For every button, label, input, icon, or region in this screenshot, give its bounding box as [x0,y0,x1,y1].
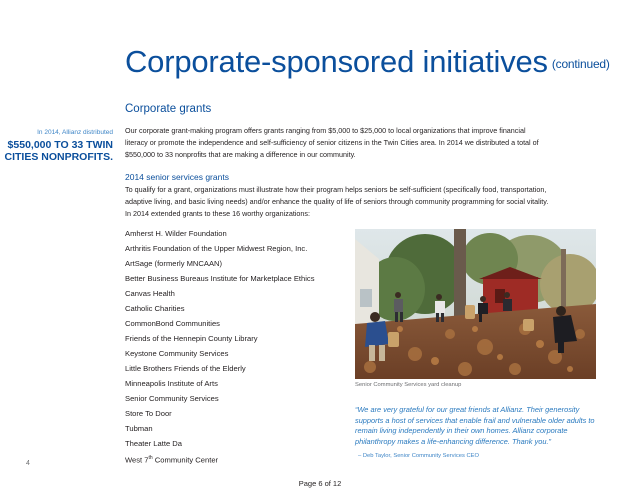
title-continued-label: (continued) [551,57,610,71]
organization-item: Store To Door [125,409,172,418]
page-title-text: Corporate-sponsored initiatives [125,44,548,79]
subsection-paragraph: To qualify for a grant, organizations must illustrate how their program helps seniors be self-sufficient (specifically food, transportation, adaptive living, and basic living needs) and/or enhance the quality of life of seniors through community programming for social vitality. In 2014 extended grants to these 16 worthy organizations: [125,185,549,218]
organization-item: Keystone Community Services [125,349,229,358]
organization-item: Senior Community Services [125,394,219,403]
organization-item: Theater Latte Da [125,439,182,448]
yard-cleanup-photo [355,229,596,379]
organization-list [125,226,315,466]
page-number: 4 [26,460,30,467]
ordinal-suffix: th [148,455,153,461]
sidebar-callout-highlight: $550,000 TO 33 TWIN CITIES NONPROFITS. [4,139,113,163]
organization-item: Catholic Charities [125,304,185,313]
page-title [125,44,610,80]
organization-item: CommonBond Communities [125,319,220,328]
organization-item: Minneapolis Institute of Arts [125,379,218,388]
organization-item: Amherst H. Wilder Foundation [125,229,227,238]
organization-item: Better Business Bureaus Institute for Marketplace Ethics [125,274,315,283]
organization-item: Little Brothers Friends of the Elderly [125,364,246,373]
sidebar-callout [3,128,113,163]
org-name-suffix: Community Center [152,455,219,465]
subsection-heading: 2014 senior services grants [125,172,229,182]
organization-item: Tubman [125,424,153,433]
organization-item: Arthritis Foundation of the Upper Midwest Region, Inc. [125,244,308,253]
testimonial-quote: “We are very grateful for our great friends at Allianz. Their generosity supports a host of services that enable frail and vulnerable older adults to remain living independently in their own homes. Allianz corporate philanthropy makes a life-enhancing difference. Thank you.” [355,405,595,446]
organization-item: Canvas Health [125,289,175,298]
intro-paragraph: Our corporate grant-making program offers grants ranging from $5,000 to $25,000 to local organizations that improve financial literacy or promote the independence and self-sufficiency of senior citizens in the Twin Cities area. In 2014 we distributed a total of $550,000 to 33 nonprofits that are making a difference in our community. [125,126,539,159]
organization-item: ArtSage (formerly MNCAAN) [125,259,223,268]
organization-item-last [125,451,315,466]
sidebar-callout-intro: In 2014, Allianz distributed [37,129,113,136]
photo-caption: Senior Community Services yard cleanup [355,382,462,388]
organization-item: Friends of the Hennepin County Library [125,334,258,343]
org-name-prefix: West 7 [125,455,149,465]
quote-attribution: – Deb Taylor, Senior Community Services CEO [358,453,480,459]
section-heading: Corporate grants [125,103,212,115]
page-footer: Page 6 of 12 [298,479,342,488]
